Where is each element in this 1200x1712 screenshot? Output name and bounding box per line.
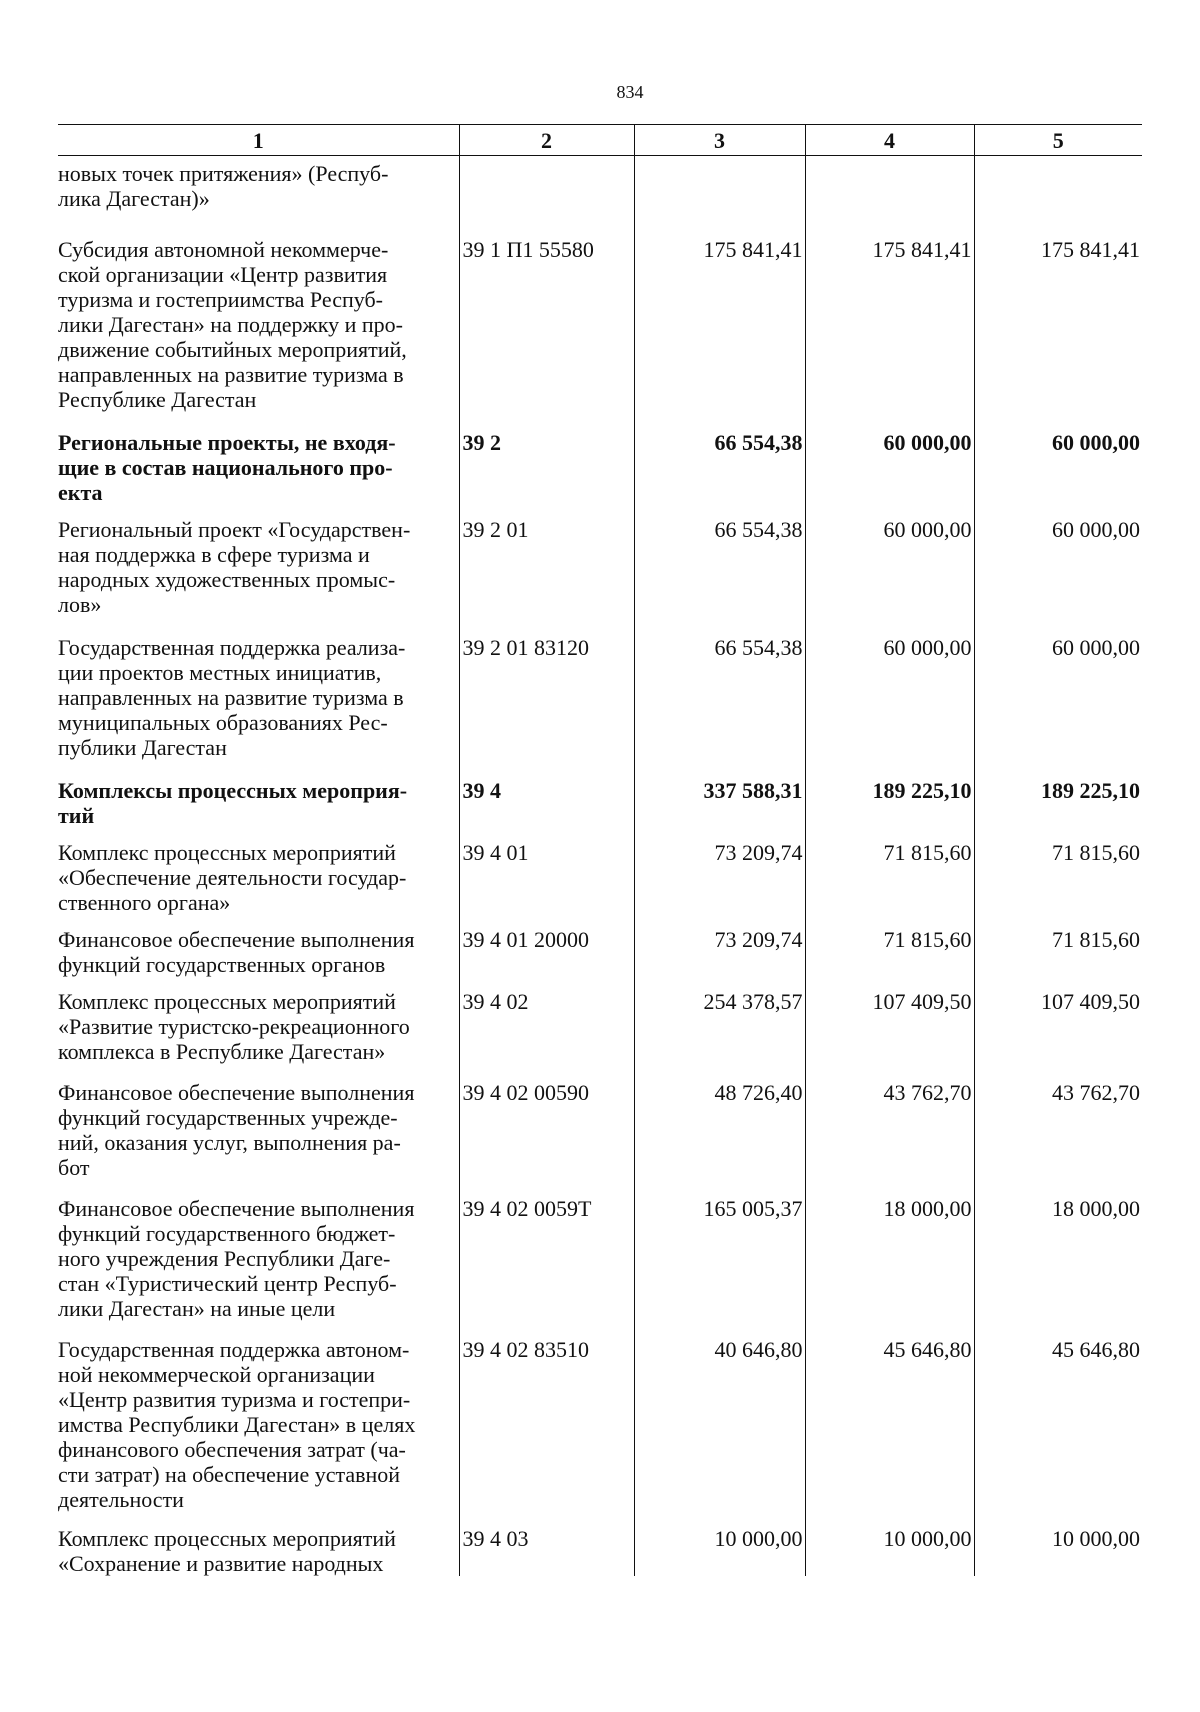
row-code: 39 4 02 00590 bbox=[459, 1080, 634, 1196]
row-name-line: щие в состав национального про- bbox=[58, 455, 393, 480]
row-name bbox=[58, 840, 459, 927]
row-name bbox=[58, 635, 459, 778]
row-name-line: имства Республики Дагестан» в целях bbox=[58, 1412, 416, 1437]
row-value-col5: 10 000,00 bbox=[974, 1526, 1142, 1576]
row-name-line: сти затрат) на обеспечение уставной bbox=[58, 1462, 401, 1487]
row-name-line: муниципальных образованиях Рес- bbox=[58, 710, 388, 735]
row-name-line: Республике Дагестан bbox=[58, 387, 257, 412]
row-name-line: Государственная поддержка реализа- bbox=[58, 635, 406, 660]
row-name-line: направленных на развитие туризма в bbox=[58, 362, 404, 387]
row-value-col4: 18 000,00 bbox=[805, 1196, 974, 1337]
row-name-line: ции проектов местных инициатив, bbox=[58, 660, 382, 685]
row-name-line: Финансовое обеспечение выполнения bbox=[58, 1080, 415, 1105]
header-col-1: 1 bbox=[58, 125, 459, 156]
row-value-col4: 60 000,00 bbox=[805, 517, 974, 635]
row-value-col5: 60 000,00 bbox=[974, 517, 1142, 635]
row-name-line: Региональный проект «Государствен- bbox=[58, 517, 411, 542]
row-code: 39 4 01 20000 bbox=[459, 927, 634, 989]
row-value-col5: 45 646,80 bbox=[974, 1337, 1142, 1526]
row-name-line: Комплекс процессных мероприятий bbox=[58, 1526, 396, 1551]
row-name-line: движение событийных мероприятий, bbox=[58, 337, 407, 362]
row-value-col4: 71 815,60 bbox=[805, 927, 974, 989]
row-name-line: новых точек притяжения» (Респуб- bbox=[58, 161, 389, 186]
header-col-3: 3 bbox=[634, 125, 805, 156]
row-value-col3: 40 646,80 bbox=[634, 1337, 805, 1526]
row-value-col3: 66 554,38 bbox=[634, 517, 805, 635]
row-code: 39 2 bbox=[459, 430, 634, 517]
row-value-col4: 60 000,00 bbox=[805, 635, 974, 778]
row-code: 39 4 02 83510 bbox=[459, 1337, 634, 1526]
row-code: 39 2 01 bbox=[459, 517, 634, 635]
row-name-line: народных художественных промыс- bbox=[58, 567, 396, 592]
row-code: 39 4 01 bbox=[459, 840, 634, 927]
row-code bbox=[459, 156, 634, 238]
row-name-line: стан «Туристический центр Респуб- bbox=[58, 1271, 397, 1296]
row-name bbox=[58, 1196, 459, 1337]
row-name-line: лика Дагестан)» bbox=[58, 186, 210, 211]
row-name-line: функций государственного бюджет- bbox=[58, 1221, 396, 1246]
row-name-line: лики Дагестан» на поддержку и про- bbox=[58, 312, 403, 337]
row-name-line: «Сохранение и развитие народных bbox=[58, 1551, 384, 1576]
row-name-line: комплекса в Республике Дагестан» bbox=[58, 1039, 386, 1064]
row-value-col4: 60 000,00 bbox=[805, 430, 974, 517]
table-row bbox=[58, 840, 1142, 927]
row-value-col3: 254 378,57 bbox=[634, 989, 805, 1080]
row-value-col4: 45 646,80 bbox=[805, 1337, 974, 1526]
row-value-col3: 73 209,74 bbox=[634, 927, 805, 989]
page-number: 834 bbox=[616, 82, 644, 102]
row-name bbox=[58, 156, 459, 238]
table-row bbox=[58, 1526, 1142, 1576]
row-code: 39 4 bbox=[459, 778, 634, 840]
row-value-col5: 43 762,70 bbox=[974, 1080, 1142, 1196]
header-row bbox=[58, 125, 1142, 156]
table-row bbox=[58, 156, 1142, 238]
table-row bbox=[58, 430, 1142, 517]
row-name-line: ской организации «Центр развития bbox=[58, 262, 388, 287]
row-name-line: ний, оказания услуг, выполнения ра- bbox=[58, 1130, 401, 1155]
row-value-col3: 66 554,38 bbox=[634, 635, 805, 778]
row-value-col5: 175 841,41 bbox=[974, 237, 1142, 430]
row-name-line: ной некоммерческой организации bbox=[58, 1362, 375, 1387]
row-value-col4: 10 000,00 bbox=[805, 1526, 974, 1576]
row-value-col3: 165 005,37 bbox=[634, 1196, 805, 1337]
row-code: 39 1 П1 55580 bbox=[459, 237, 634, 430]
table-row bbox=[58, 927, 1142, 989]
row-value-col5: 60 000,00 bbox=[974, 430, 1142, 517]
row-name-line: деятельности bbox=[58, 1487, 184, 1512]
row-name-line: екта bbox=[58, 480, 103, 505]
row-name-line: Финансовое обеспечение выполнения bbox=[58, 1196, 415, 1221]
row-value-col4: 175 841,41 bbox=[805, 237, 974, 430]
row-name-line: тий bbox=[58, 803, 95, 828]
row-name-line: публики Дагестан bbox=[58, 735, 227, 760]
row-name-line: направленных на развитие туризма в bbox=[58, 685, 404, 710]
row-value-col5: 107 409,50 bbox=[974, 989, 1142, 1080]
row-name-line: Государственная поддержка автоном- bbox=[58, 1337, 410, 1362]
row-value-col5: 71 815,60 bbox=[974, 840, 1142, 927]
row-value-col5: 60 000,00 bbox=[974, 635, 1142, 778]
row-code: 39 4 03 bbox=[459, 1526, 634, 1576]
row-name-line: Комплекс процессных мероприятий bbox=[58, 840, 396, 865]
row-value-col5: 189 225,10 bbox=[974, 778, 1142, 840]
row-name-line: функций государственных органов bbox=[58, 952, 386, 977]
row-name-line: Комплексы процессных мероприя- bbox=[58, 778, 408, 803]
row-name-line: финансового обеспечения затрат (ча- bbox=[58, 1437, 406, 1462]
row-name bbox=[58, 989, 459, 1080]
row-value-col5 bbox=[974, 156, 1142, 238]
row-name-line: бот bbox=[58, 1155, 90, 1180]
row-name-line: «Обеспечение деятельности государ- bbox=[58, 865, 407, 890]
header-col-5: 5 bbox=[974, 125, 1142, 156]
row-name bbox=[58, 430, 459, 517]
row-value-col5: 71 815,60 bbox=[974, 927, 1142, 989]
budget-table bbox=[58, 124, 1142, 1576]
row-name bbox=[58, 778, 459, 840]
table-row bbox=[58, 989, 1142, 1080]
header-col-2: 2 bbox=[459, 125, 634, 156]
row-name-line: ного учреждения Республики Даге- bbox=[58, 1246, 391, 1271]
row-name-line: туризма и гостеприимства Респуб- bbox=[58, 287, 383, 312]
row-code: 39 4 02 bbox=[459, 989, 634, 1080]
row-name bbox=[58, 927, 459, 989]
row-value-col3: 337 588,31 bbox=[634, 778, 805, 840]
row-name-line: ная поддержка в сфере туризма и bbox=[58, 542, 370, 567]
row-name bbox=[58, 237, 459, 430]
row-name bbox=[58, 1080, 459, 1196]
table-row bbox=[58, 1196, 1142, 1337]
row-value-col4 bbox=[805, 156, 974, 238]
row-value-col5: 18 000,00 bbox=[974, 1196, 1142, 1337]
row-value-col4: 107 409,50 bbox=[805, 989, 974, 1080]
row-name bbox=[58, 1526, 459, 1576]
table-row bbox=[58, 1080, 1142, 1196]
row-value-col4: 43 762,70 bbox=[805, 1080, 974, 1196]
header-col-4: 4 bbox=[805, 125, 974, 156]
row-name-line: «Развитие туристско-рекреационного bbox=[58, 1014, 410, 1039]
row-value-col4: 189 225,10 bbox=[805, 778, 974, 840]
row-name bbox=[58, 1337, 459, 1526]
row-name-line: лики Дагестан» на иные цели bbox=[58, 1296, 336, 1321]
row-name bbox=[58, 517, 459, 635]
row-name-line: Субсидия автономной некоммерче- bbox=[58, 237, 389, 262]
row-value-col3: 48 726,40 bbox=[634, 1080, 805, 1196]
row-value-col3: 10 000,00 bbox=[634, 1526, 805, 1576]
row-code: 39 4 02 0059Т bbox=[459, 1196, 634, 1337]
row-value-col3: 66 554,38 bbox=[634, 430, 805, 517]
table-body bbox=[58, 156, 1142, 1577]
table-row bbox=[58, 635, 1142, 778]
row-value-col3: 175 841,41 bbox=[634, 237, 805, 430]
row-name-line: Комплекс процессных мероприятий bbox=[58, 989, 396, 1014]
row-name-line: Региональные проекты, не входя- bbox=[58, 430, 396, 455]
row-name-line: Финансовое обеспечение выполнения bbox=[58, 927, 415, 952]
table-row bbox=[58, 517, 1142, 635]
row-name-line: лов» bbox=[58, 592, 102, 617]
row-name-line: функций государственных учрежде- bbox=[58, 1105, 398, 1130]
row-name-line: ственного органа» bbox=[58, 890, 231, 915]
row-value-col3 bbox=[634, 156, 805, 238]
row-name-line: «Центр развития туризма и гостепри- bbox=[58, 1387, 411, 1412]
table-row bbox=[58, 778, 1142, 840]
row-value-col3: 73 209,74 bbox=[634, 840, 805, 927]
table-row bbox=[58, 237, 1142, 430]
table-row bbox=[58, 1337, 1142, 1526]
row-value-col4: 71 815,60 bbox=[805, 840, 974, 927]
row-code: 39 2 01 83120 bbox=[459, 635, 634, 778]
